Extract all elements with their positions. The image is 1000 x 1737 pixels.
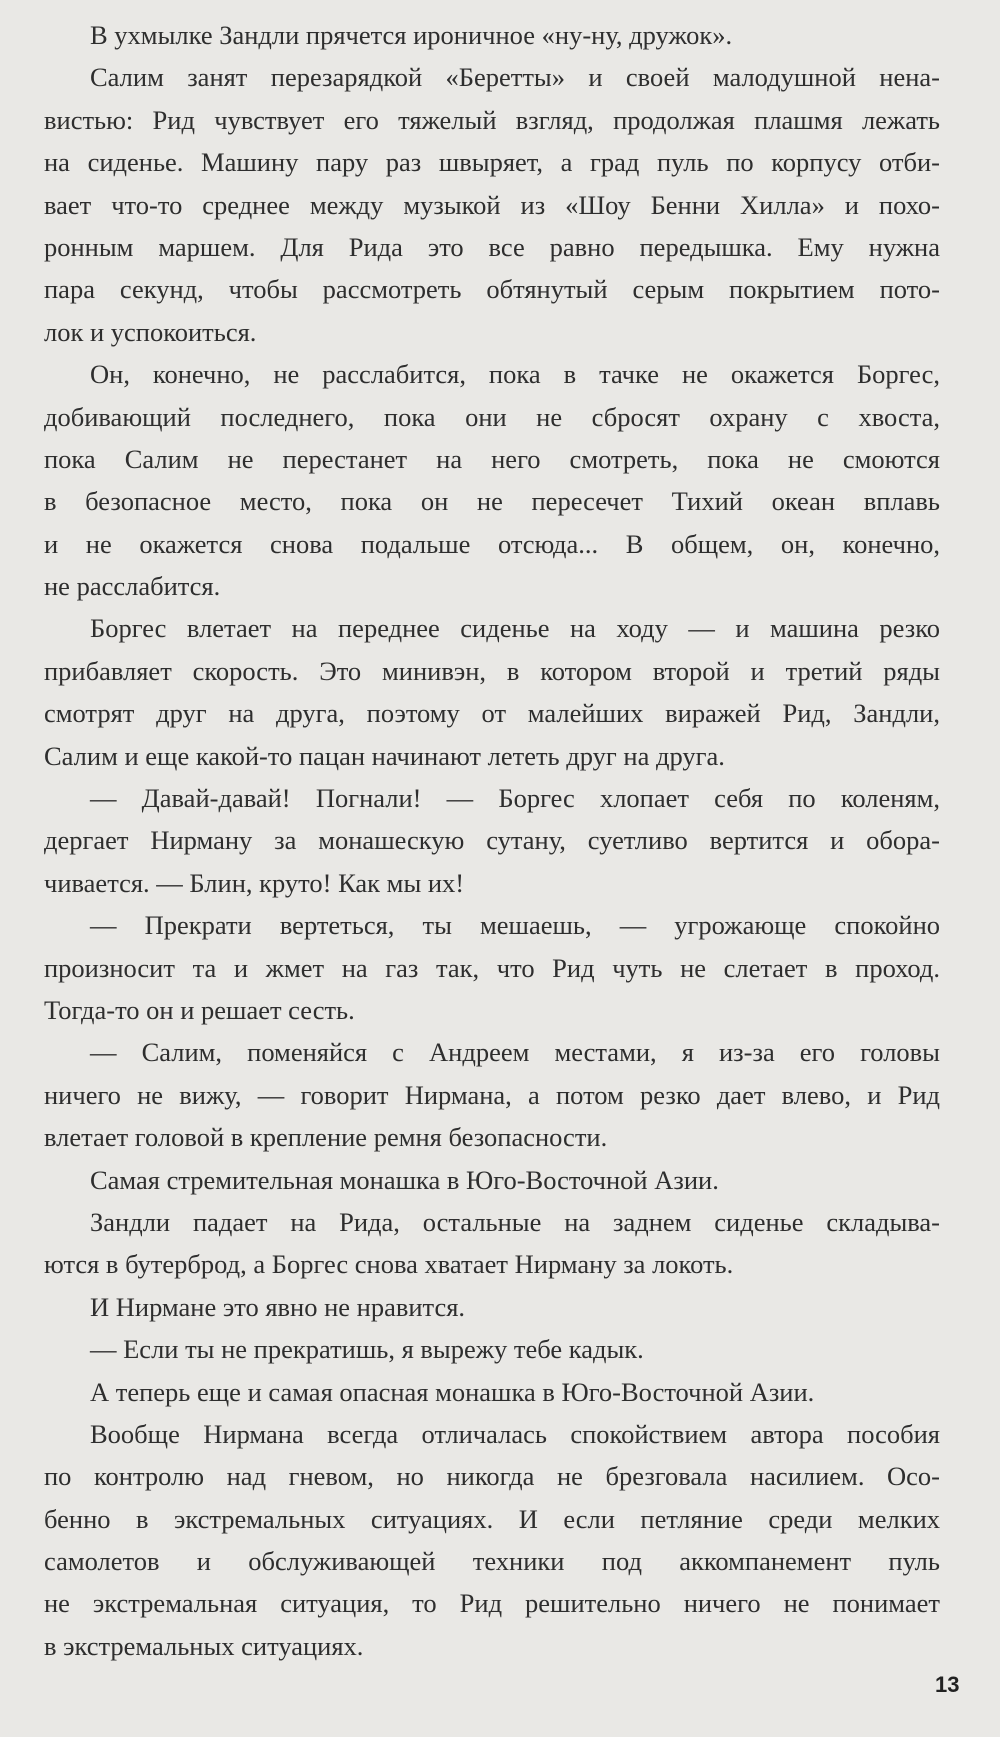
text-line: в безопасное место, пока он не пересечет Тихий океан вплавь <box>44 486 940 517</box>
text-line: пара секунд, чтобы рассмотреть обтянутый серым покрытием пото- <box>44 274 940 305</box>
text-line: А теперь еще и самая опасная монашка в Юго-Восточной Азии. <box>90 1376 815 1407</box>
paragraph <box>44 607 940 777</box>
page-number: 13 <box>935 1672 960 1697</box>
text-line: ничего не вижу, — говорит Нирмана, а потом резко дает влево, и Рид <box>44 1079 940 1110</box>
paragraph <box>44 1286 940 1328</box>
page-text <box>44 14 940 1667</box>
text-line: добивающий последнего, пока они не сбросят охрану с хвоста, <box>44 401 940 432</box>
paragraph <box>44 56 940 353</box>
paragraph <box>44 904 940 1031</box>
text-line: ронным маршем. Для Рида это все равно передышка. Ему нужна <box>44 231 940 262</box>
paragraph <box>44 353 940 607</box>
text-line: не расслабится. <box>44 571 221 602</box>
text-line: влетает головой в крепление ремня безопасности. <box>44 1122 608 1153</box>
text-line: пока Салим не перестанет на него смотреть, пока не смоются <box>44 443 940 474</box>
text-line: Зандли падает на Рида, остальные на заднем сиденье складыва- <box>90 1206 940 1237</box>
text-line: бенно в экстремальных ситуациях. И если петляние среди мелких <box>44 1503 940 1534</box>
paragraph <box>44 1031 940 1158</box>
text-line: В ухмылке Зандли прячется ироничное «ну-ну, дружок». <box>90 20 733 50</box>
text-line: Он, конечно, не расслабится, пока в тачке не окажется Боргес, <box>90 359 940 390</box>
text-line: дергает Нирману за монашескую сутану, суетливо вертится и обора- <box>44 825 940 856</box>
paragraph <box>44 777 940 904</box>
text-line: Салим занят перезарядкой «Беретты» и своей малодушной нена- <box>90 62 940 93</box>
text-line: не экстремальная ситуация, то Рид решительно ничего не понимает <box>44 1588 940 1619</box>
text-line: Вообще Нирмана всегда отличалась спокойствием автора пособия <box>90 1418 940 1449</box>
text-line: Тогда-то он и решает сесть. <box>44 994 355 1025</box>
text-line: произносит та и жмет на газ так, что Рид чуть не слетает в проход. <box>44 952 940 983</box>
paragraph <box>44 1413 940 1667</box>
text-line: — Прекрати вертеться, ты мешаешь, — угрожающе спокойно <box>90 910 940 941</box>
text-line: по контролю над гневом, но никогда не брезговала насилием. Осо- <box>44 1461 940 1492</box>
text-line: ются в бутерброд, а Боргес снова хватает Нирману за локоть. <box>44 1249 734 1280</box>
text-line: лок и успокоиться. <box>44 316 257 347</box>
text-line: Салим и еще какой-то пацан начинают лететь друг на друга. <box>44 740 725 771</box>
text-line: Самая стремительная монашка в Юго-Восточной Азии. <box>90 1164 719 1195</box>
text-line: в экстремальных ситуациях. <box>44 1630 364 1661</box>
text-line: чивается. — Блин, круто! Как мы их! <box>44 867 465 898</box>
text-line: Боргес влетает на переднее сиденье на ходу — и машина резко <box>90 613 940 644</box>
text-line: — Если ты не прекратишь, я вырежу тебе кадык. <box>90 1334 644 1365</box>
text-line: на сиденье. Машину пару раз швыряет, а град пуль по корпусу отби- <box>44 147 940 178</box>
paragraph <box>44 1328 940 1370</box>
text-line: прибавляет скорость. Это минивэн, в котором второй и третий ряды <box>44 655 940 686</box>
text-line: — Салим, поменяйся с Андреем местами, я из-за его головы <box>90 1037 940 1068</box>
paragraph <box>44 14 940 56</box>
text-line: и не окажется снова подальше отсюда... В общем, он, конечно, <box>44 528 940 559</box>
text-line: — Давай-давай! Погнали! — Боргес хлопает себя по коленям, <box>90 783 940 814</box>
paragraph <box>44 1201 940 1286</box>
paragraph <box>44 1371 940 1413</box>
text-line: вистью: Рид чувствует его тяжелый взгляд, продолжая плашмя лежать <box>44 104 940 135</box>
text-line: И Нирмане это явно не нравится. <box>90 1291 466 1322</box>
text-line: смотрят друг на друга, поэтому от малейших виражей Рид, Зандли, <box>44 698 940 729</box>
paragraph <box>44 1159 940 1201</box>
text-line: вает что-то среднее между музыкой из «Шоу Бенни Хилла» и похо- <box>44 189 940 220</box>
text-line: самолетов и обслуживающей техники под аккомпанемент пуль <box>44 1546 940 1577</box>
